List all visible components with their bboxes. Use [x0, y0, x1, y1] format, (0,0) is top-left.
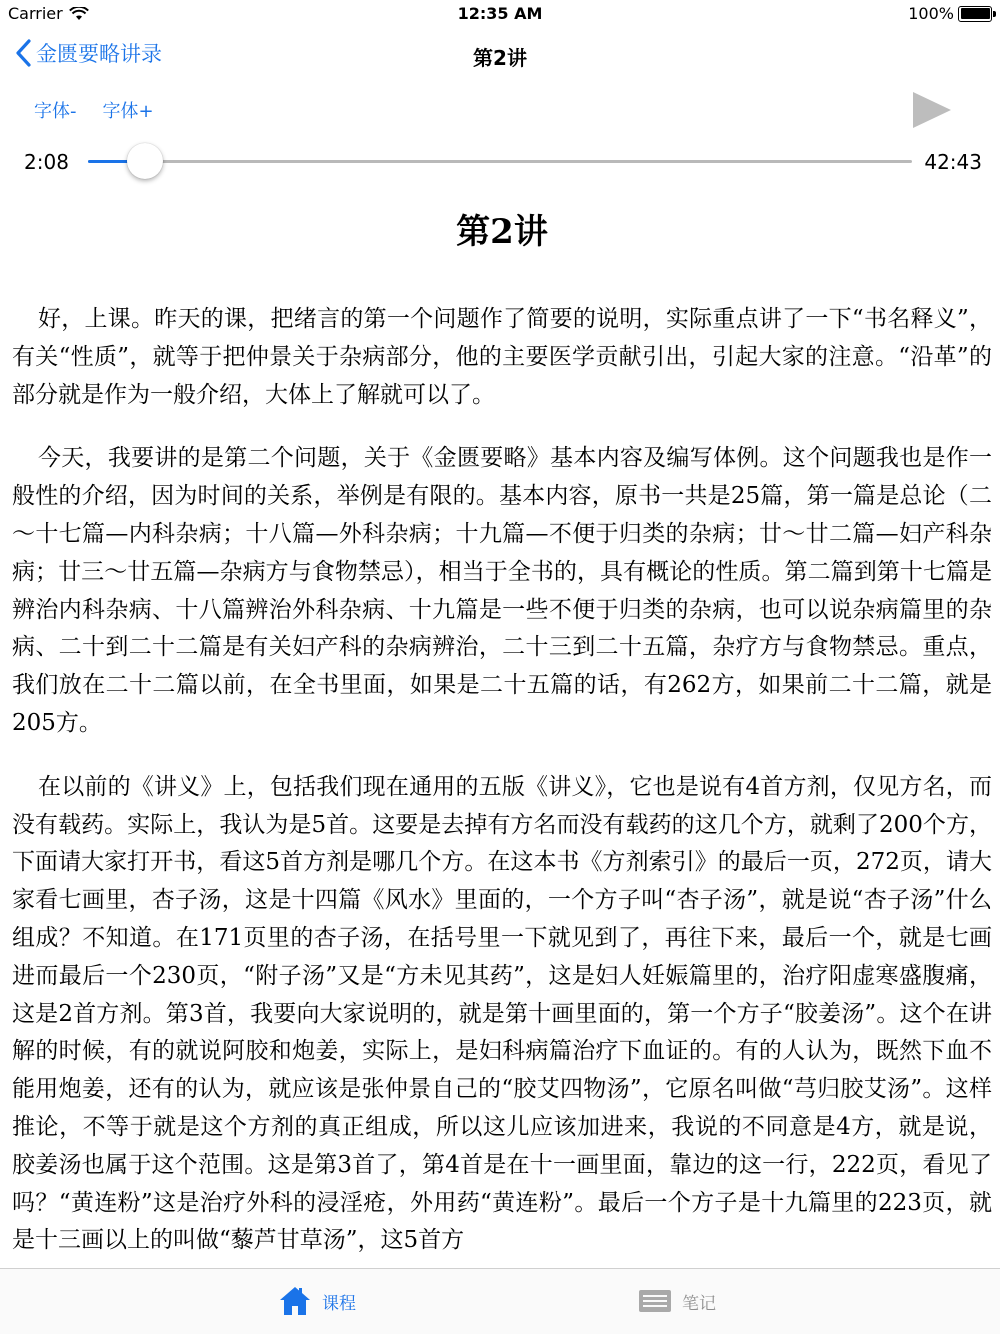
- total-duration: 42:43: [924, 150, 982, 174]
- navigation-bar: [0, 28, 1000, 84]
- notes-icon: [638, 1285, 672, 1317]
- tab-notes-label: 笔记: [682, 1293, 716, 1314]
- font-decrease-button[interactable]: 字体-: [34, 101, 77, 122]
- article-paragraph: 今天，我要讲的是第二个问题，关于《金匮要略》基本内容及编写体例。这个问题我也是作一般性的介绍，因为时间的关系，举例是有限的。基本内容，原书一共是25篇，第一篇是总论（二～十七篇—内科杂病；十八篇—外科杂病；十九篇—不便于归类的杂病；廿～廿二篇—妇产科杂病；廿三～廿五篇—杂病方与食物禁忌），相当于全书的，具有概论的性质。第二篇到第十七篇是辨治内科杂病、十八篇辨治外科杂病、十九篇是一些不便于归类的杂病，也可以说杂病篇里的杂病、二十到二十二篇是有关妇产科的杂病辨治，二十三到二十五篇，杂疗方与食物禁忌。重点，我们放在二十二篇以前，在全书里面，如果是二十五篇的话，有262方，如果前二十二篇，就是205方。: [12, 445, 992, 736]
- progress-thumb[interactable]: [127, 143, 163, 179]
- tab-course-label: 课程: [322, 1293, 356, 1314]
- font-increase-button[interactable]: 字体+: [102, 101, 154, 122]
- status-time: 12:35 AM: [457, 4, 543, 23]
- home-icon: [278, 1285, 312, 1317]
- article-paragraph: 好，上课。昨天的课，把绪言的第一个问题作了简要的说明，实际重点讲了一下“书名释义”，有关“性质”，就等于把仲景关于杂病部分，他的主要医学贡献引出，引起大家的注意。“沿革”的部分就是作为一般介绍，大体上了解就可以了。: [12, 306, 992, 408]
- article-paragraph: 在以前的《讲义》上，包括我们现在通用的五版《讲义》，它也是说有4首方剂，仅见方名，而没有载药。实际上，我认为是5首。这要是去掉有方名而没有载药的这几个方，就剩了200个方，下面请大家打开书，看这5首方剂是哪几个方。在这本书《方剂索引》的最后一页，272页，请大家看七画里，杏子汤，这是十四篇《风水》里面的，一个方子叫“杏子汤”，就是说“杏子汤”什么组成？不知道。在171页里的杏子汤，在括号里一下就见到了，再往下来，最后一个，就是七画进而最后一个230页，“附子汤”又是“方未见其药”，这是妇人妊娠篇里的，治疗阳虚寒盛腹痛，这是2首方剂。第3首，我要向大家说明的，就是第十画里面的，第一个方子“胶姜汤”。这个在讲解的时候，有的就说阿胶和炮姜，实际上，是妇科病篇治疗下血证的。有的人认为，既然下血不能用炮姜，还有的认为，就应该是张仲景自己的“胶艾四物汤”，它原名叫做“芎归胶艾汤”。这样推论，不等于就是这个方剂的真正组成，所以这儿应该加进来，我说的不同意是4方，就是说，胶姜汤也属于这个范围。这是第3首了，第4首是在十一画里面，靠边的这一行，222页，看见了吗？“黄连粉”这是治疗外科的浸淫疮，外用药“黄连粉”。最后一个方子是十九篇里的223页，就是十三画以上的叫做“藜芦甘草汤”，这5首方: [12, 773, 992, 1254]
- tab-course[interactable]: [278, 1285, 356, 1317]
- back-button-label: 金匮要略讲录: [36, 42, 162, 66]
- tab-bar: [0, 1268, 1000, 1334]
- battery-icon: [958, 6, 992, 22]
- tab-notes[interactable]: [638, 1285, 716, 1317]
- article-content[interactable]: [12, 196, 992, 1268]
- elapsed-time: 2:08: [24, 150, 69, 174]
- nav-title: 第2讲: [473, 46, 527, 70]
- article-title: 第2讲: [456, 212, 548, 252]
- play-icon[interactable]: [910, 90, 954, 130]
- battery-fill: [961, 8, 990, 19]
- progress-slider[interactable]: [88, 160, 912, 163]
- battery-percent: 100%: [908, 4, 954, 23]
- status-battery: [908, 4, 992, 23]
- font-controls: [34, 97, 154, 123]
- status-bar: [0, 0, 1000, 28]
- carrier-label: Carrier: [8, 4, 63, 23]
